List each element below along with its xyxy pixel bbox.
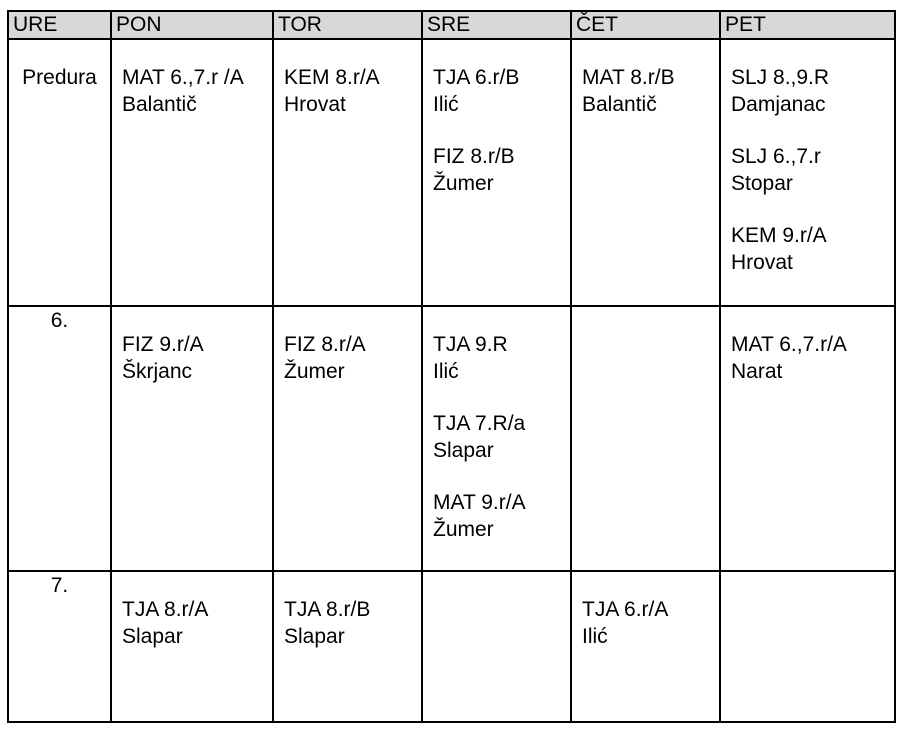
lesson-teacher: Hrovat	[284, 93, 346, 116]
cell-monday	[111, 39, 273, 306]
lesson-entry	[433, 489, 564, 543]
hour-label: 6.	[50, 309, 69, 332]
hour-cell	[8, 571, 111, 722]
lesson-entry	[433, 331, 564, 385]
cell-friday	[720, 571, 895, 722]
lesson-teacher: Žumer	[433, 518, 494, 541]
lesson-subject: FIZ 9.r/A	[122, 333, 204, 356]
header-monday: PON	[111, 11, 273, 39]
lesson-teacher: Žumer	[284, 360, 345, 383]
lesson-entry	[433, 143, 564, 197]
lesson-subject: KEM 8.r/A	[284, 66, 380, 89]
cell-wednesday	[422, 39, 571, 306]
lesson-teacher: Slapar	[284, 625, 345, 648]
header-tuesday: TOR	[273, 11, 422, 39]
lesson-teacher: Ilić	[433, 93, 459, 116]
cell-wednesday	[422, 571, 571, 722]
lesson-teacher: Ilić	[582, 625, 608, 648]
hour-label: 7.	[50, 574, 69, 597]
cell-thursday	[571, 571, 720, 722]
cell-tuesday	[273, 306, 422, 571]
lesson-entry	[284, 331, 415, 385]
table-row	[8, 571, 895, 722]
lesson-teacher: Narat	[731, 360, 783, 383]
cell-thursday	[571, 306, 720, 571]
lesson-subject: MAT 6.,7.r/A	[731, 333, 847, 356]
lesson-subject: TJA 7.R/a	[433, 412, 526, 435]
lesson-teacher: Ilić	[433, 360, 459, 383]
header-row	[8, 11, 895, 39]
table-row	[8, 306, 895, 571]
lesson-subject: FIZ 8.r/A	[284, 333, 366, 356]
cell-friday	[720, 306, 895, 571]
lesson-entry	[122, 331, 266, 385]
header-thursday: ČET	[571, 11, 720, 39]
lesson-subject: SLJ 6.,7.r	[731, 145, 821, 168]
cell-tuesday	[273, 39, 422, 306]
lesson-subject: MAT 6.,7.r /A	[122, 66, 244, 89]
lesson-teacher: Balantič	[122, 93, 197, 116]
lesson-entry	[582, 64, 713, 118]
hour-cell	[8, 39, 111, 306]
lesson-entry	[122, 64, 266, 118]
lesson-entry	[731, 331, 888, 385]
cell-thursday	[571, 39, 720, 306]
header-wednesday: SRE	[422, 11, 571, 39]
lesson-entry	[731, 222, 888, 276]
lesson-teacher: Škrjanc	[122, 360, 193, 383]
lesson-subject: TJA 6.r/B	[433, 66, 520, 89]
lesson-teacher: Balantič	[582, 93, 657, 116]
lesson-entry	[433, 410, 564, 464]
lesson-subject: MAT 8.r/B	[582, 66, 675, 89]
cell-monday	[111, 306, 273, 571]
header-friday: PET	[720, 11, 895, 39]
lesson-subject: KEM 9.r/A	[731, 224, 827, 247]
lesson-subject: TJA 8.r/A	[122, 598, 209, 621]
cell-tuesday	[273, 571, 422, 722]
lesson-entry	[284, 64, 415, 118]
lesson-subject: MAT 9.r/A	[433, 491, 526, 514]
lesson-entry	[433, 64, 564, 118]
lesson-teacher: Damjanac	[731, 93, 826, 116]
lesson-subject: TJA 9.R	[433, 333, 508, 356]
lesson-subject: TJA 8.r/B	[284, 598, 371, 621]
lesson-subject: SLJ 8.,9.R	[731, 66, 830, 89]
lesson-subject: FIZ 8.r/B	[433, 145, 515, 168]
lesson-teacher: Hrovat	[731, 251, 793, 274]
lesson-teacher: Slapar	[122, 625, 183, 648]
cell-wednesday	[422, 306, 571, 571]
table-row	[8, 39, 895, 306]
lesson-teacher: Žumer	[433, 172, 494, 195]
hour-cell	[8, 306, 111, 571]
lesson-entry	[582, 596, 713, 650]
lesson-teacher: Stopar	[731, 172, 793, 195]
cell-friday	[720, 39, 895, 306]
timetable	[7, 10, 896, 723]
lesson-entry	[284, 596, 415, 650]
lesson-teacher: Slapar	[433, 439, 494, 462]
lesson-entry	[731, 143, 888, 197]
cell-monday	[111, 571, 273, 722]
lesson-entry	[122, 596, 266, 650]
lesson-entry	[731, 64, 888, 118]
lesson-subject: TJA 6.r/A	[582, 598, 669, 621]
header-hours: URE	[8, 11, 111, 39]
hour-label: Predura	[22, 66, 97, 89]
